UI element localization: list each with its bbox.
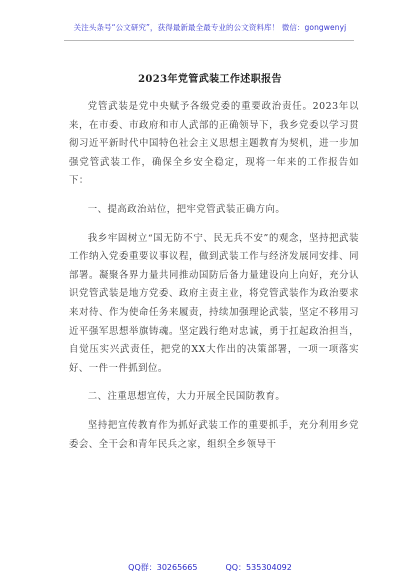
header-notice: 关注头条号“公文研究”，获得最新最全最专业的公文资料库！ 微信：gongwenyj bbox=[73, 23, 347, 32]
paragraph-intro: 党管武装是党中央赋予各级党委的重要政治责任。2023年以来，在市委、市政府和市人武部的正确领导下，我乡党委以学习贯彻习近平新时代中国特色社会主义思想主题教育为契机，进一步加强党管武装工作，确保全乡安全稳定，现将一年来的工作报告如下： bbox=[69, 101, 359, 187]
footer-qq-group: QQ群：30265665 bbox=[128, 563, 198, 572]
header-divider bbox=[64, 40, 354, 41]
section-heading-2: 二、注重思想宣传，大力开展全民国防教育。 bbox=[87, 391, 286, 403]
document-body bbox=[69, 98, 359, 454]
footer-contact bbox=[60, 562, 360, 573]
document-title: 2023年党管武装工作述职报告 bbox=[138, 74, 282, 85]
paragraph-section-2: 坚持把宣传教育作为抓好武装工作的重要抓手，充分利用乡党委会、全干会和青年民兵之家，组织全乡领导干 bbox=[69, 419, 359, 450]
footer-qq: QQ：535304092 bbox=[225, 563, 292, 572]
paragraph-section-1: 我乡牢固树立“国无防不宁、民无兵不安”的观念，坚持把武装工作纳入党委重要议事议程，做到武装工作与经济发展同安排、同部署。凝聚各界力量共同推动国防后备力量建设向上向好，充分认识党管武装是地方党委、政府主责主业，将党管武装作为政治要求来对待、作为使命任务来履责，持续加强理论武装，坚定不移用习近平强军思想举旗铸魂。坚定践行绝对忠诚，勇于扛起政治担当，自觉压实兴武责任，把党的XX大作出的决策部署，一项一项落实好、一件一件抓到位。 bbox=[69, 232, 359, 374]
section-heading-1: 一、提高政治站位，把牢党管武装正确方向。 bbox=[87, 203, 286, 215]
